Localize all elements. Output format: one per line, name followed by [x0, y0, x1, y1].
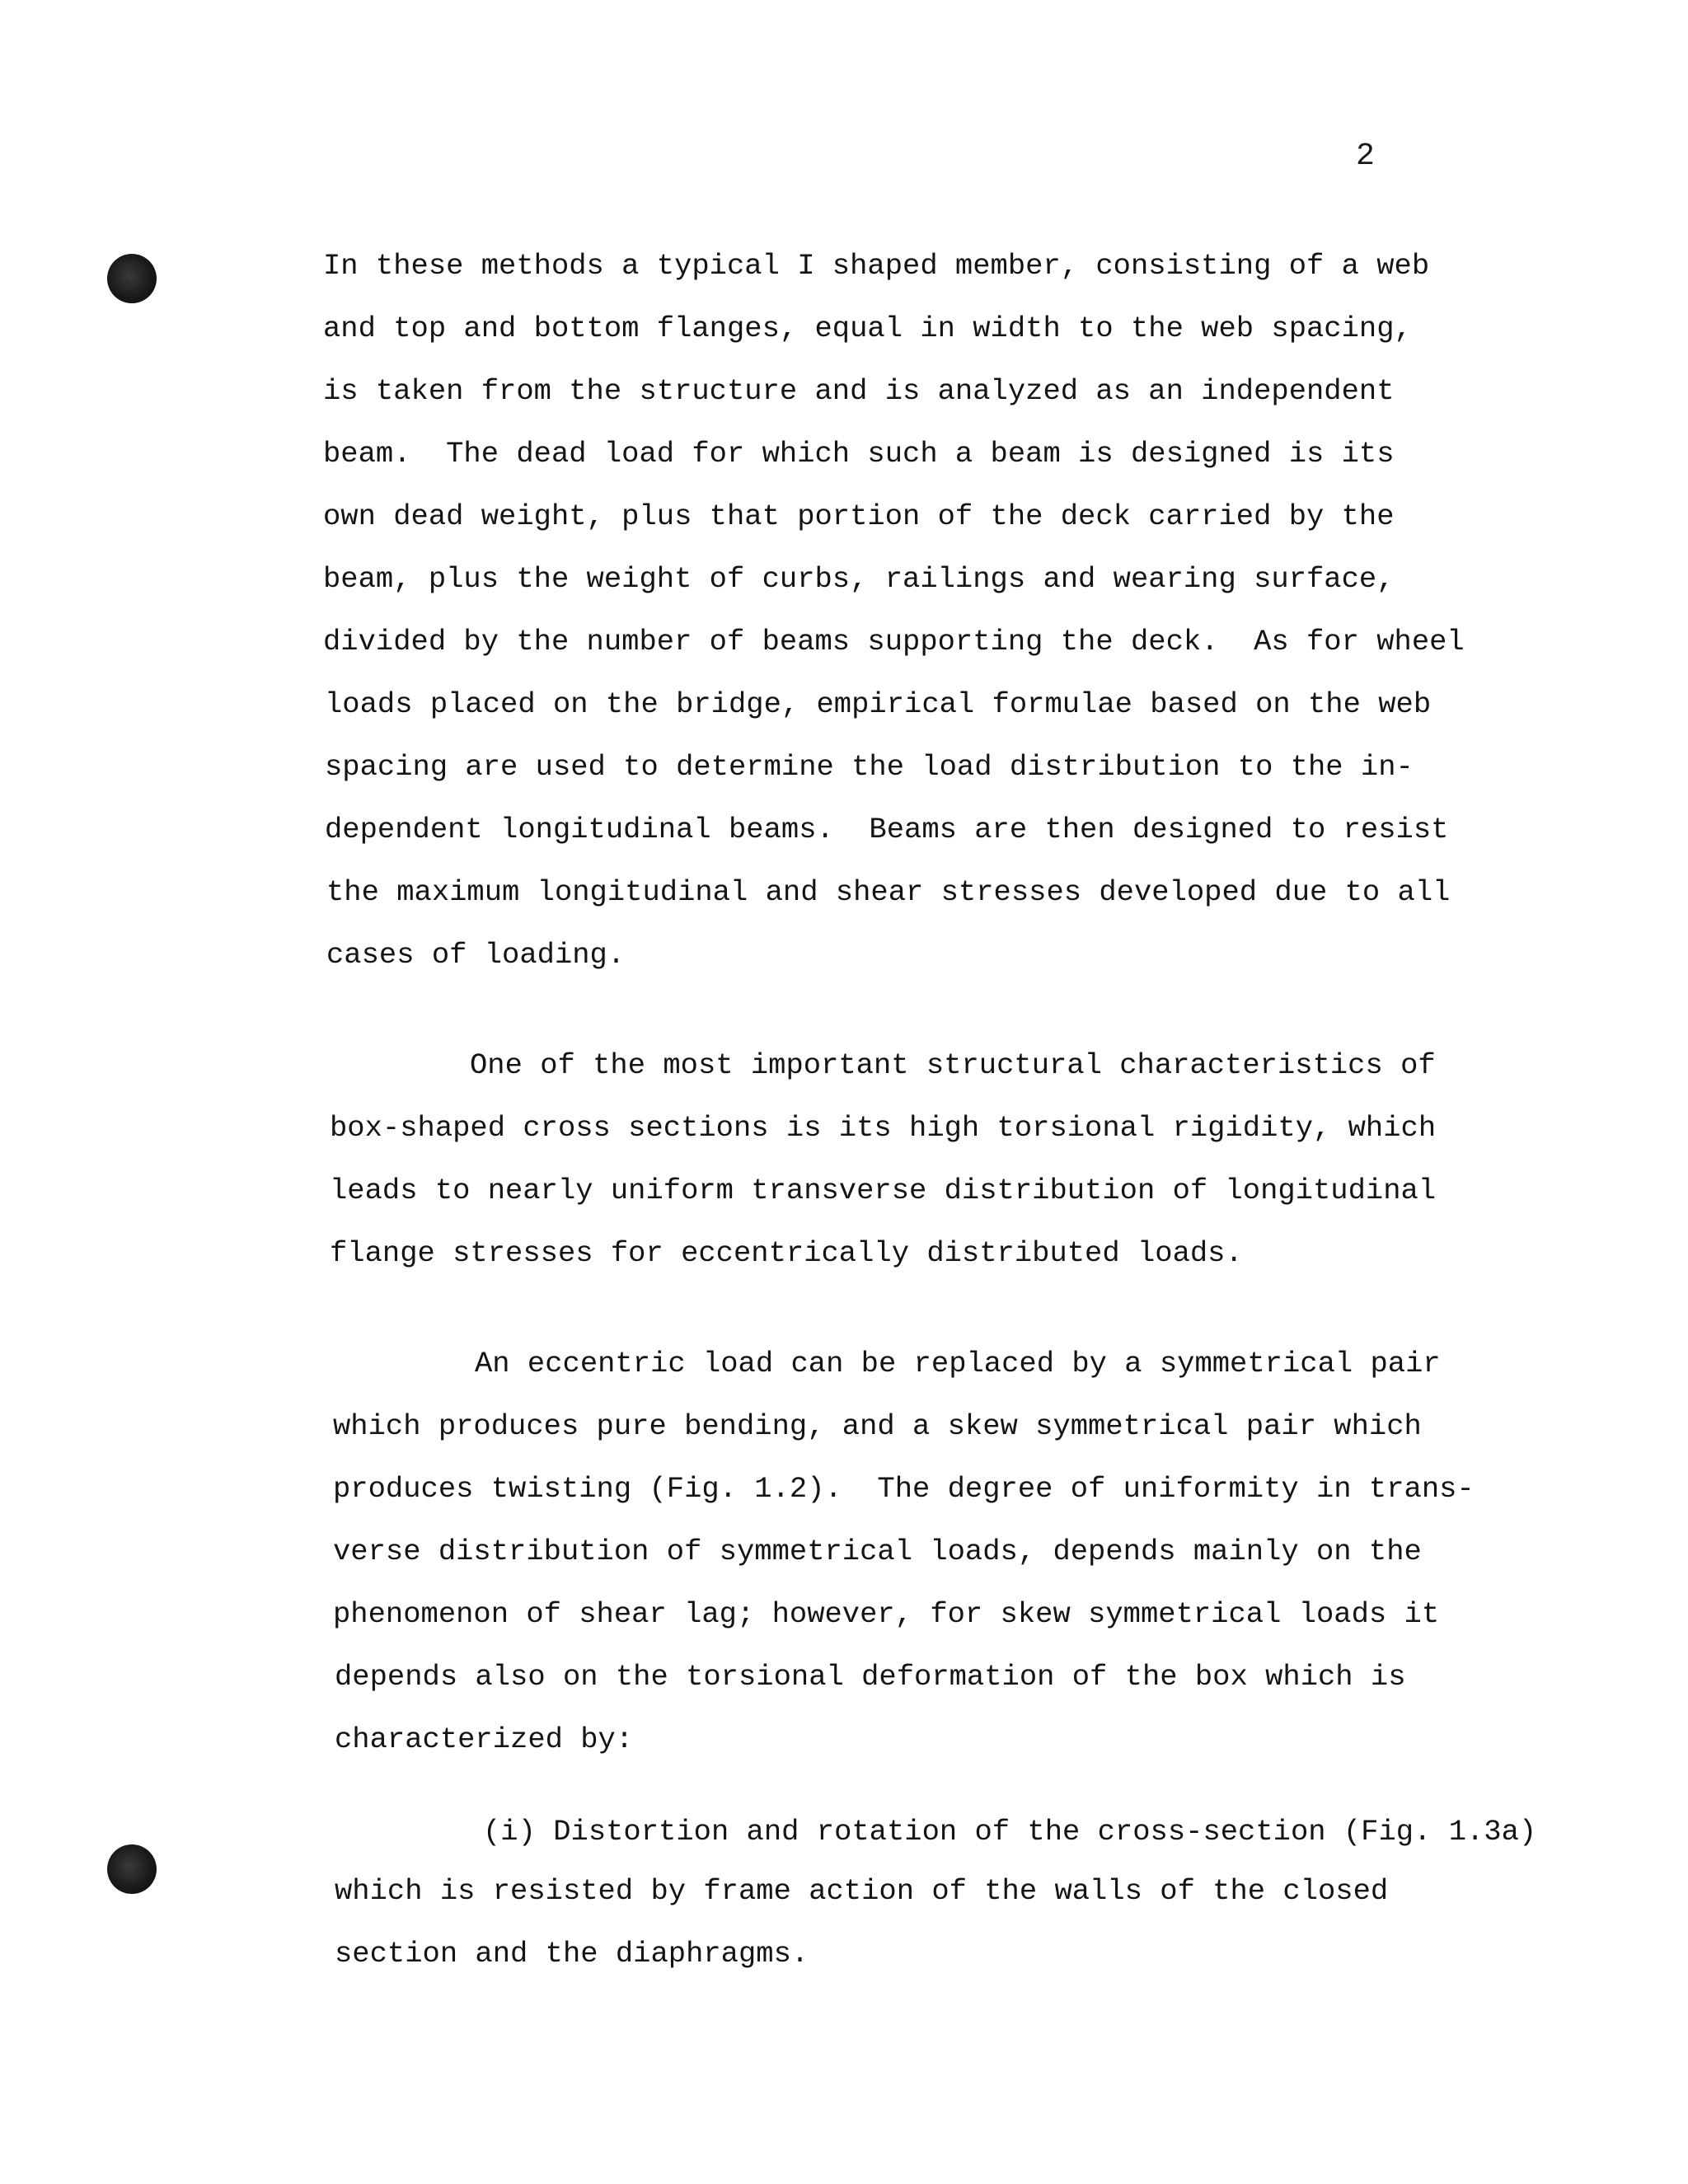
paragraph-1-line-2: and top and bottom flanges, equal in width to the web spacing, — [323, 312, 1412, 345]
paragraph-2-line-4: flange stresses for eccentrically distributed loads. — [330, 1236, 1243, 1270]
paragraph-3-line-1: An eccentric load can be replaced by a symmetrical pair — [475, 1347, 1441, 1380]
paragraph-1-line-8: loads placed on the bridge, empirical formulae based on the web — [325, 687, 1432, 721]
paragraph-1-line-7: divided by the number of beams supporting the deck. As for wheel — [323, 625, 1465, 658]
paragraph-1-line-6: beam, plus the weight of curbs, railings and wearing surface, — [323, 562, 1395, 596]
paragraph-3-line-3: produces twisting (Fig. 1.2). The degree of uniformity in trans- — [333, 1472, 1475, 1506]
paragraph-4-line-1: (i) Distortion and rotation of the cross-section (Fig. 1.3a) — [483, 1815, 1537, 1849]
paragraph-1-line-12: cases of loading. — [326, 938, 626, 972]
paragraph-3-line-2: which produces pure bending, and a skew symmetrical pair which — [333, 1409, 1422, 1443]
paragraph-3-line-4: verse distribution of symmetrical loads, depends mainly on the — [333, 1535, 1422, 1568]
paragraph-1-line-5: own dead weight, plus that portion of the deck carried by the — [323, 499, 1395, 533]
paragraph-2-line-1: One of the most important structural characteristics of — [470, 1048, 1436, 1082]
paragraph-1-line-4: beam. The dead load for which such a beam is designed is its — [323, 437, 1395, 471]
paragraph-1-line-9: spacing are used to determine the load distribution to the in- — [325, 750, 1414, 784]
punch-hole-top — [107, 254, 157, 303]
paragraph-4-line-3: section and the diaphragms. — [335, 1937, 809, 1971]
paragraph-1-line-3: is taken from the structure and is analyzed as an independent — [323, 374, 1395, 408]
paragraph-2-line-2: box-shaped cross sections is its high torsional rigidity, which — [330, 1111, 1437, 1145]
paragraph-3-line-5: phenomenon of shear lag; however, for skew symmetrical loads it — [333, 1597, 1440, 1631]
paragraph-1-line-1: In these methods a typical I shaped member, consisting of a web — [323, 249, 1430, 283]
paragraph-2-line-3: leads to nearly uniform transverse distribution of longitudinal — [330, 1174, 1437, 1207]
paragraph-4-line-2: which is resisted by frame action of the walls of the closed — [335, 1874, 1389, 1908]
page-number: 2 — [1356, 138, 1375, 174]
paragraph-3-line-7: characterized by: — [335, 1722, 634, 1756]
paragraph-3-line-6: depends also on the torsional deformation of the box which is — [335, 1660, 1406, 1694]
paragraph-1-line-10: dependent longitudinal beams. Beams are then designed to resist — [325, 813, 1449, 846]
punch-hole-bottom — [107, 1844, 157, 1894]
paragraph-1-line-11: the maximum longitudinal and shear stresses developed due to all — [326, 875, 1451, 909]
